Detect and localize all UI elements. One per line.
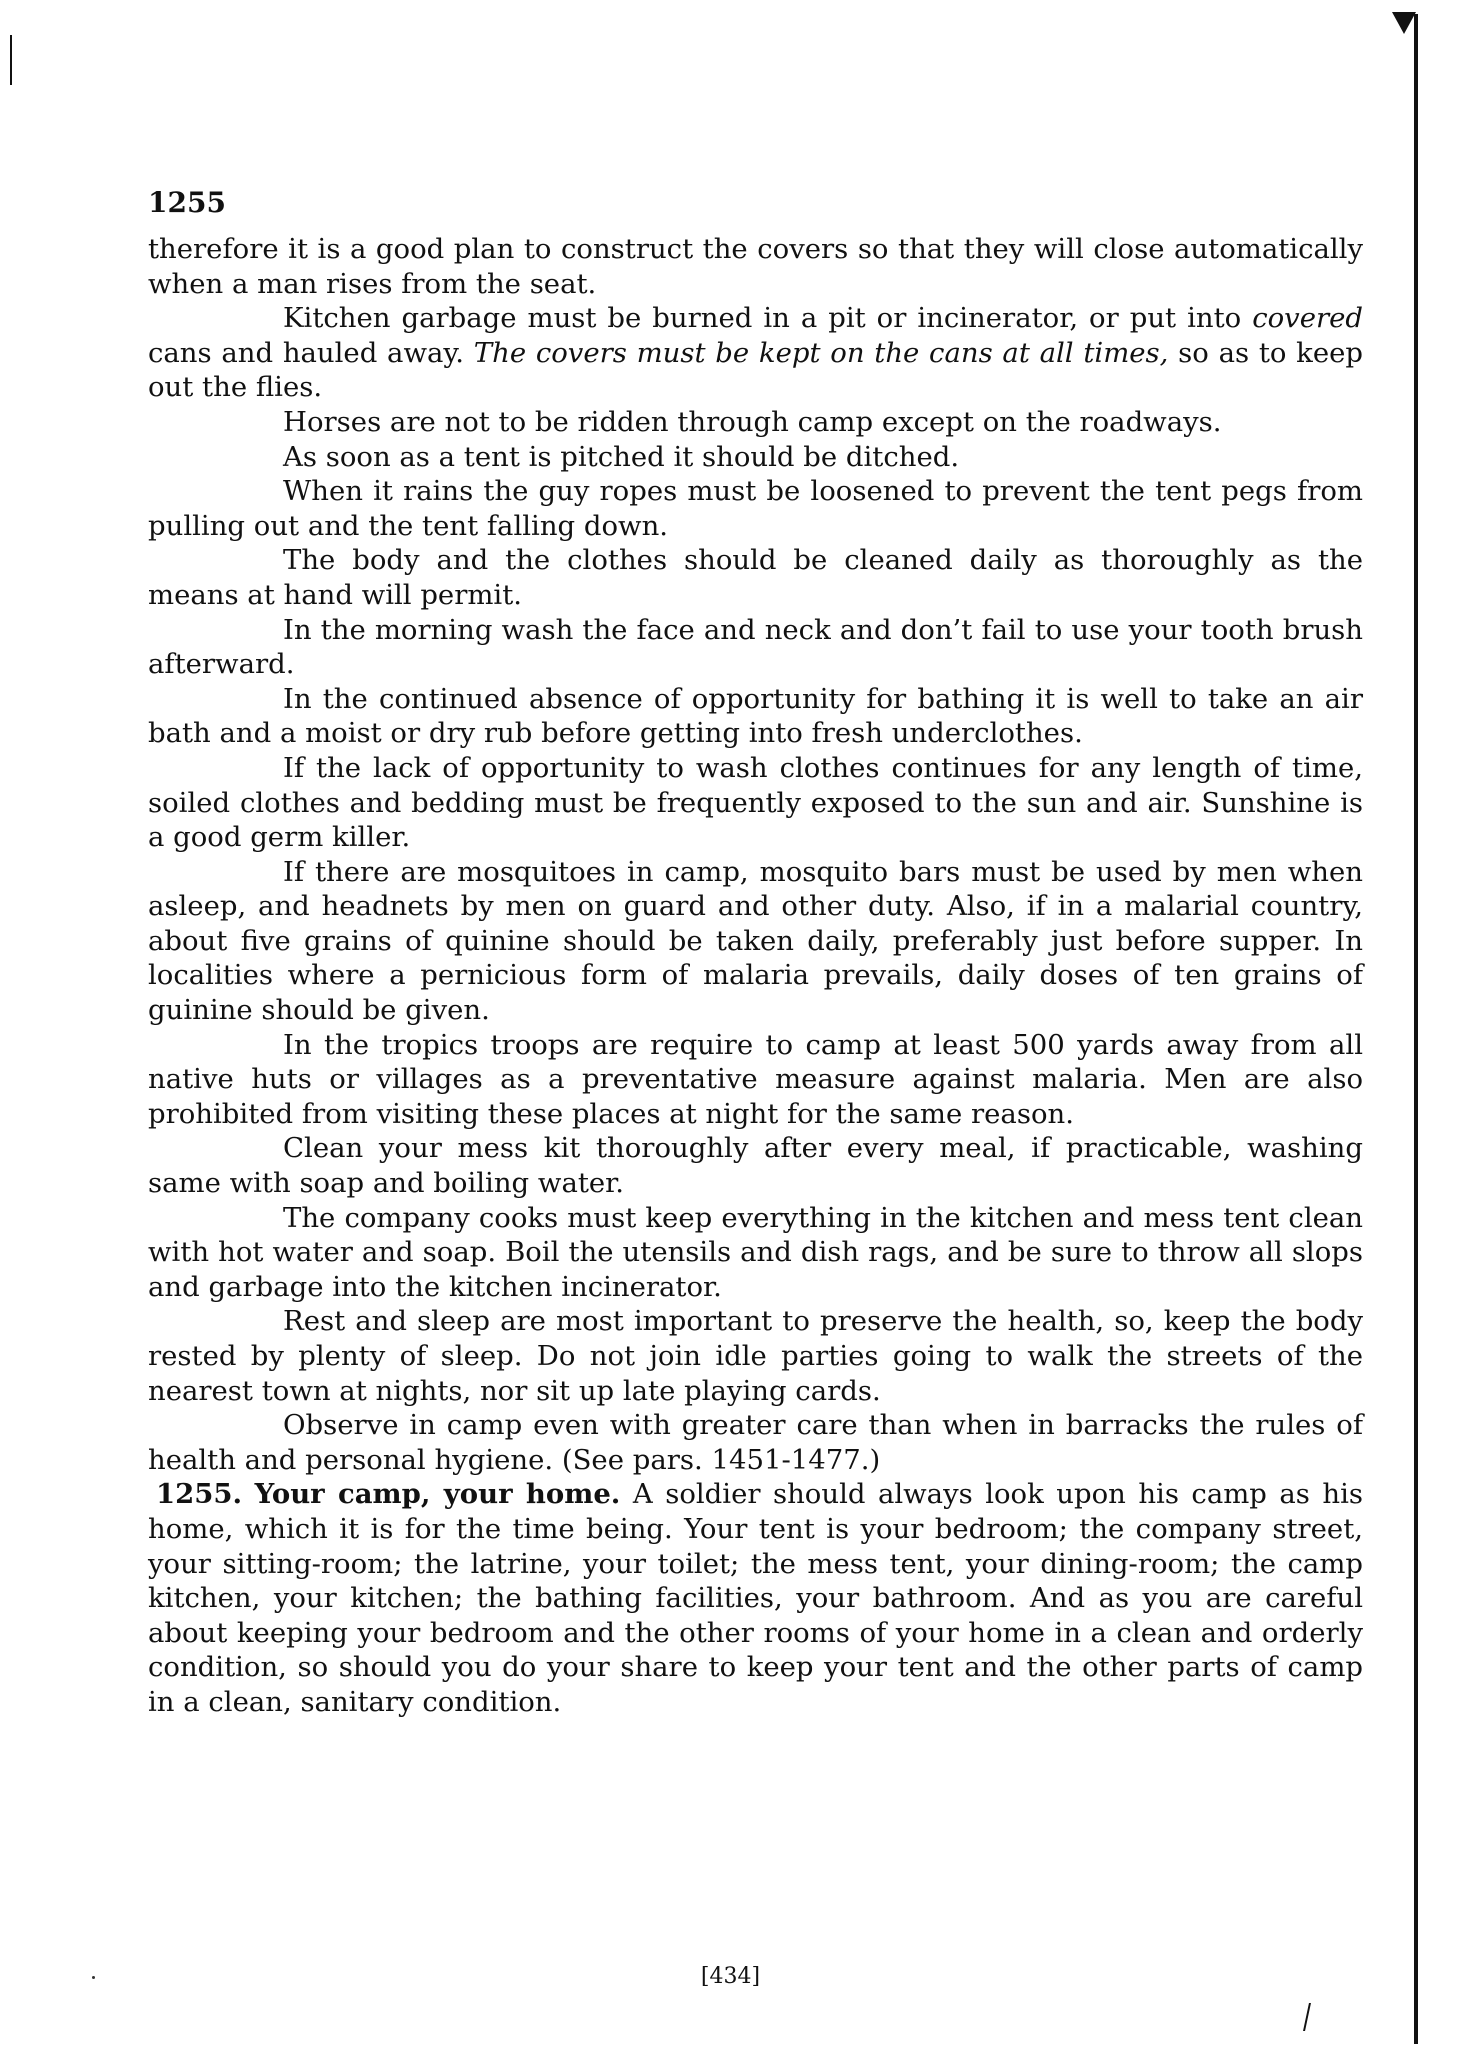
body-paragraph <box>148 474 1363 543</box>
page-body <box>148 232 1363 1720</box>
paragraph-text: Rest and sleep are most important to preserve the health, so, keep the body rested by plenty of sleep. Do not join idle parties going to walk the streets of the nearest town at nights, nor sit up late playing cards. <box>148 1305 1363 1407</box>
paragraph-text: As soon as a tent is pitched it should be ditched. <box>283 440 960 473</box>
body-paragraph <box>148 405 1363 440</box>
paragraph-text: In the continued absence of opportunity for bathing it is well to take an air bath and a moist or dry rub before getting into fresh underclothes. <box>148 682 1363 750</box>
section-text: A soldier should always look upon his camp as his home, which it is for the time being. Your tent is your bedroom; the company street, your sitting-room; the latrine, your toilet; the mess tent, your dining-room; the camp kitchen, your kitchen; the bathing facilities, your bathroom. And as you are careful about keeping your bedroom and the other rooms of your home in a clean and orderly condition, so should you do your share to keep your tent and the other parts of camp in a clean, sanitary condition. <box>148 1478 1363 1718</box>
paragraph-text: If there are mosquitoes in camp, mosquito bars must be used by men when asleep, and headnets by men on guard and other duty. Also, if in a malarial country, about five grains of quinine should be taken daily, preferably just before supper. In localities where a pernicious form of malaria prevails, daily doses of ten grains of guinine should be given. <box>148 855 1363 1027</box>
paragraph-text: therefore it is a good plan to construct the covers so that they will close automatically when a man rises from the seat. <box>148 233 1363 300</box>
emphasis-text: covered <box>1252 302 1363 335</box>
scan-margin-mark <box>10 35 12 85</box>
paragraph-text: Observe in camp even with greater care than when in barracks the rules of health and personal hygiene. (See pars. 1451-1477.) <box>148 1409 1363 1476</box>
paragraph-text: so as to keep out the flies. <box>148 336 1363 404</box>
body-paragraph <box>148 440 1363 475</box>
section-number: 1255. <box>156 1478 243 1511</box>
body-paragraph <box>148 613 1363 682</box>
paragraph-text: cans and hauled away. <box>148 336 474 369</box>
running-head: 1255 <box>148 186 226 219</box>
body-paragraph <box>148 1304 1363 1408</box>
body-paragraph <box>148 1131 1363 1200</box>
paragraph-text: When it rains the guy ropes must be loosened to prevent the tent pegs from pulling out and the tent falling down. <box>148 475 1363 542</box>
paragraph-text: Kitchen garbage must be burned in a pit or incinerator, or put into <box>283 302 1253 335</box>
section-title: Your camp, your home. <box>254 1478 621 1511</box>
body-paragraph <box>148 1201 1363 1305</box>
paragraph-text: The company cooks must keep everything in the kitchen and mess tent clean with hot water and soap. Boil the utensils and dish rags, and be sure to throw all slops and garbage into the kitchen incinerator. <box>148 1201 1363 1303</box>
body-paragraph <box>148 543 1363 612</box>
page-edge-tab <box>1392 12 1416 34</box>
paragraph-text: The body and the clothes should be cleaned daily as thoroughly as the means at hand will permit. <box>148 544 1363 611</box>
body-paragraph <box>148 301 1363 405</box>
paragraphs <box>148 232 1363 1477</box>
page-edge-rule <box>1414 14 1418 2044</box>
body-paragraph <box>148 1028 1363 1132</box>
paragraph-text: In the morning wash the face and neck and don’t fail to use your tooth brush afterward. <box>148 613 1363 681</box>
body-paragraph <box>148 232 1363 301</box>
body-paragraph <box>148 1408 1363 1477</box>
emphasis-text: The covers must be kept on the cans at all times, <box>473 336 1169 369</box>
paragraph-text: Clean your mess kit thoroughly after every meal, if practicable, washing same with soap and boiling water. <box>148 1132 1363 1200</box>
body-paragraph <box>148 751 1363 855</box>
body-paragraph <box>148 855 1363 1028</box>
paragraph-text: Horses are not to be ridden through camp except on the roadways. <box>283 405 1222 438</box>
page-folio: [434] <box>700 1964 761 1989</box>
section-paragraph <box>148 1477 1363 1719</box>
scan-stray-mark <box>1303 2003 1311 2031</box>
body-paragraph <box>148 682 1363 751</box>
paragraph-text: In the tropics troops are require to camp at least 500 yards away from all native huts or villages as a preventative measure against malaria. Men are also prohibited from visiting these places at night for the same reason. <box>148 1028 1363 1130</box>
paragraph-text: If the lack of opportunity to wash clothes continues for any length of time, soiled clothes and bedding must be frequently exposed to the sun and air. Sunshine is a good germ killer. <box>148 751 1363 854</box>
